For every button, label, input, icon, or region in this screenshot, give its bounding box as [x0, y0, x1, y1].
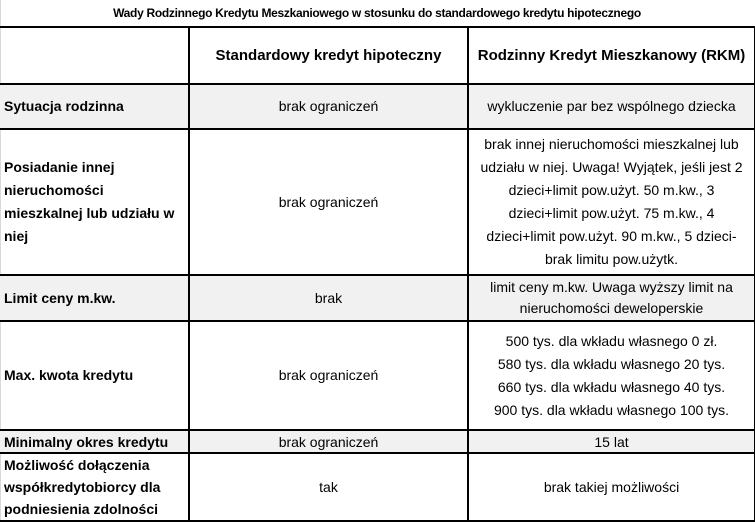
cell-rkm: brak innej nieruchomości mieszkalnej lub udziału w niej. Uwaga! Wyjątek, jeśli jest 2 dzieci+limit pow.użyt. 50 m.kw., 3 dzieci+limit pow.użyt. 75 m.kw., 4 dzieci+limit pow.użyt. 90 m.kw., 5 dzieci-brak limitu pow.użytk.: [468, 129, 755, 275]
row-label: Posiadanie innej nieruchomości mieszkalnej lub udziału w niej: [0, 129, 189, 275]
row-label: Sytuacja rodzinna: [0, 84, 189, 129]
cell-rkm: [468, 321, 755, 430]
cell-standard: brak ograniczeń: [189, 321, 468, 430]
row-label: Limit ceny m.kw.: [0, 275, 189, 321]
cell-standard: brak ograniczeń: [189, 430, 468, 453]
max-amount-line: 500 tys. dla wkładu własnego 0 zł.: [505, 332, 718, 349]
cell-rkm: brak takiej możliwości: [468, 453, 755, 521]
table-row: [0, 453, 755, 521]
comparison-table: [0, 26, 755, 522]
cell-rkm: wykluczenie par bez wspólnego dziecka: [468, 84, 755, 129]
table-row: [0, 84, 755, 129]
table-row: [0, 321, 755, 430]
max-amount-line: 900 tys. dla wkładu własnego 100 tys.: [493, 401, 730, 418]
row-label: Max. kwota kredytu: [0, 321, 189, 430]
cell-rkm: limit ceny m.kw. Uwaga wyższy limit na nieruchomości deweloperskie: [468, 275, 755, 321]
cell-standard: brak ograniczeń: [189, 84, 468, 129]
header-cell-empty: [0, 27, 189, 84]
max-amount-line: 660 tys. dla wkładu własnego 40 tys.: [497, 378, 726, 395]
table-row: [0, 129, 755, 275]
cell-standard: tak: [189, 453, 468, 521]
header-row: [0, 27, 755, 84]
cell-standard: brak: [189, 275, 468, 321]
cell-standard: brak ograniczeń: [189, 129, 468, 275]
table-row: [0, 430, 755, 453]
row-label: Możliwość dołączenia współkredytobiorcy dla podniesienia zdolności: [0, 453, 189, 521]
table-title: Wady Rodzinnego Kredytu Meszkaniowego w stosunku do standardowego kredytu hipotecznego: [113, 6, 641, 20]
row-label: Minimalny okres kredytu: [0, 430, 189, 453]
max-amount-line: 580 tys. dla wkładu własnego 20 tys.: [497, 355, 726, 372]
cell-rkm: 15 lat: [468, 430, 755, 453]
table-row: [0, 275, 755, 321]
header-cell-standard: Standardowy kredyt hipoteczny: [189, 27, 468, 84]
header-cell-rkm: Rodzinny Kredyt Mieszkanowy (RKM): [468, 27, 755, 84]
